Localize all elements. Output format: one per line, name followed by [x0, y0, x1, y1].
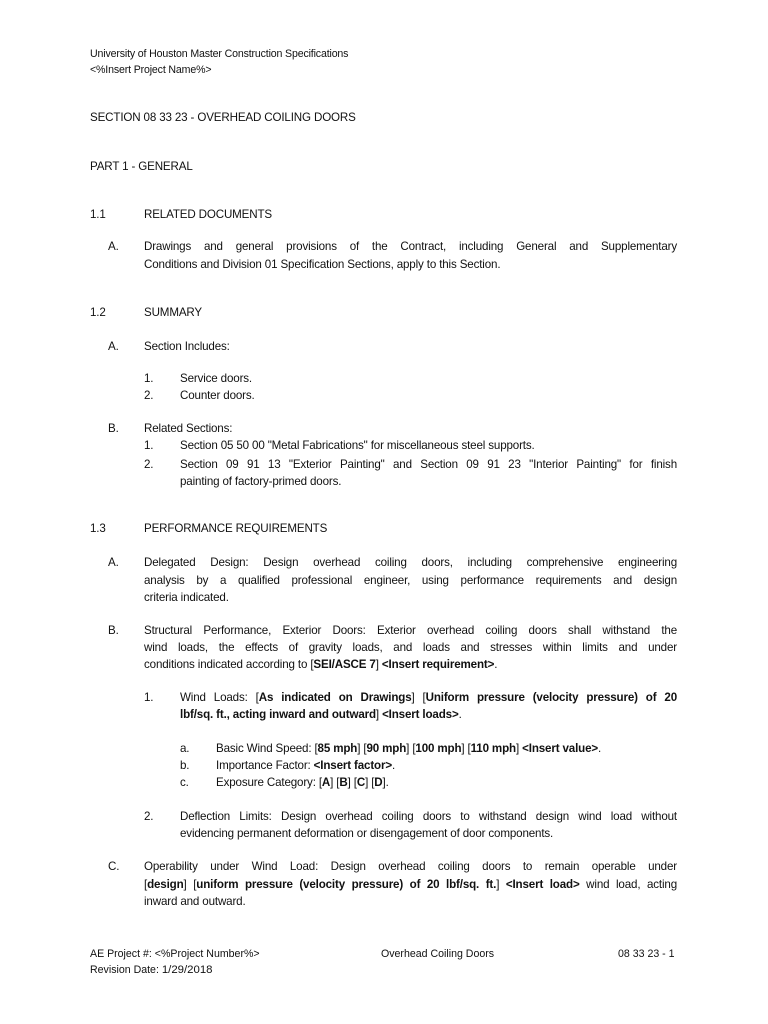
list-item: Counter doors.: [180, 389, 255, 402]
list-number: 1.: [144, 372, 154, 385]
footer-revision-date: Revision Date: 1/29/2018: [90, 964, 213, 976]
paragraph-letter: A.: [108, 556, 119, 569]
article-number-1-3: 1.3: [90, 522, 106, 535]
paragraph-text: inward and outward.: [144, 895, 246, 908]
paragraph-text: Delegated Design: Design overhead coiling doors, including comprehensive engineering: [144, 556, 677, 569]
list-item: Service doors.: [180, 372, 253, 385]
header-line-1: University of Houston Master Construction Specifications: [90, 48, 349, 60]
article-title-related-documents: RELATED DOCUMENTS: [144, 208, 272, 221]
paragraph-text: wind loads, the effects of gravity loads, and loads and stresses within limits and under: [144, 641, 677, 654]
paragraph-text: Structural Performance, Exterior Doors: Exterior overhead coiling doors shall withstand the: [144, 624, 677, 637]
paragraph-text: [design] [uniform pressure (velocity pressure) of 20 lbf/sq. ft.] <Insert load> wind load, acting: [144, 878, 678, 891]
list-number: 1.: [144, 439, 154, 452]
list-item: Section 09 91 13 "Exterior Painting" and Section 09 91 23 "Interior Painting" for finish: [180, 458, 677, 471]
sub-item-letter: c.: [180, 776, 189, 789]
paragraph-letter: B.: [108, 624, 119, 637]
list-item: Deflection Limits: Design overhead coiling doors to withstand design wind load without: [180, 810, 677, 823]
paragraph-text: Drawings and general provisions of the Contract, including General and Supplementary: [144, 240, 677, 253]
paragraph-text: Section Includes:: [144, 340, 230, 353]
list-number: 2.: [144, 389, 154, 402]
paragraph-text: analysis by a qualified professional engineer, using performance requirements and design: [144, 574, 677, 587]
article-title-performance-requirements: PERFORMANCE REQUIREMENTS: [144, 522, 328, 535]
sub-item: Basic Wind Speed: [85 mph] [90 mph] [100 mph] [110 mph] <Insert value>.: [216, 742, 602, 755]
paragraph-letter: B.: [108, 422, 119, 435]
sub-item-letter: a.: [180, 742, 190, 755]
footer-project-number: AE Project #: <%Project Number%>: [90, 948, 260, 960]
paragraph-text: Operability under Wind Load: Design overhead coiling doors to remain operable under: [144, 860, 677, 873]
list-item: Wind Loads: [As indicated on Drawings] [Uniform pressure (velocity pressure) of 20: [180, 691, 678, 704]
paragraph-letter: A.: [108, 240, 119, 253]
list-number: 1.: [144, 691, 154, 704]
footer-page-number: 08 33 23 - 1: [618, 948, 675, 960]
header-line-2: <%Insert Project Name%>: [90, 64, 212, 76]
paragraph-text: Conditions and Division 01 Specification Sections, apply to this Section.: [144, 258, 501, 271]
part-title: PART 1 - GENERAL: [90, 160, 193, 173]
paragraph-text: Related Sections:: [144, 422, 233, 435]
article-number-1-2: 1.2: [90, 306, 106, 319]
paragraph-letter: C.: [108, 860, 120, 873]
list-item: painting of factory-primed doors.: [180, 475, 342, 488]
paragraph-text: conditions indicated according to [SEI/ASCE 7] <Insert requirement>.: [144, 658, 498, 671]
article-title-summary: SUMMARY: [144, 306, 202, 319]
article-number-1-1: 1.1: [90, 208, 106, 221]
list-item: lbf/sq. ft., acting inward and outward] <Insert loads>.: [180, 708, 462, 721]
section-title: SECTION 08 33 23 - OVERHEAD COILING DOORS: [90, 111, 356, 124]
paragraph-text: criteria indicated.: [144, 591, 229, 604]
list-item: evidencing permanent deformation or disengagement of door components.: [180, 827, 554, 840]
sub-item: Exposure Category: [A] [B] [C] [D].: [216, 776, 389, 789]
sub-item-letter: b.: [180, 759, 190, 772]
list-number: 2.: [144, 458, 154, 471]
paragraph-letter: A.: [108, 340, 119, 353]
list-item: Section 05 50 00 "Metal Fabrications" for miscellaneous steel supports.: [180, 439, 535, 452]
list-number: 2.: [144, 810, 154, 823]
sub-item: Importance Factor: <Insert factor>.: [216, 759, 396, 772]
footer-document-title: Overhead Coiling Doors: [381, 948, 495, 960]
